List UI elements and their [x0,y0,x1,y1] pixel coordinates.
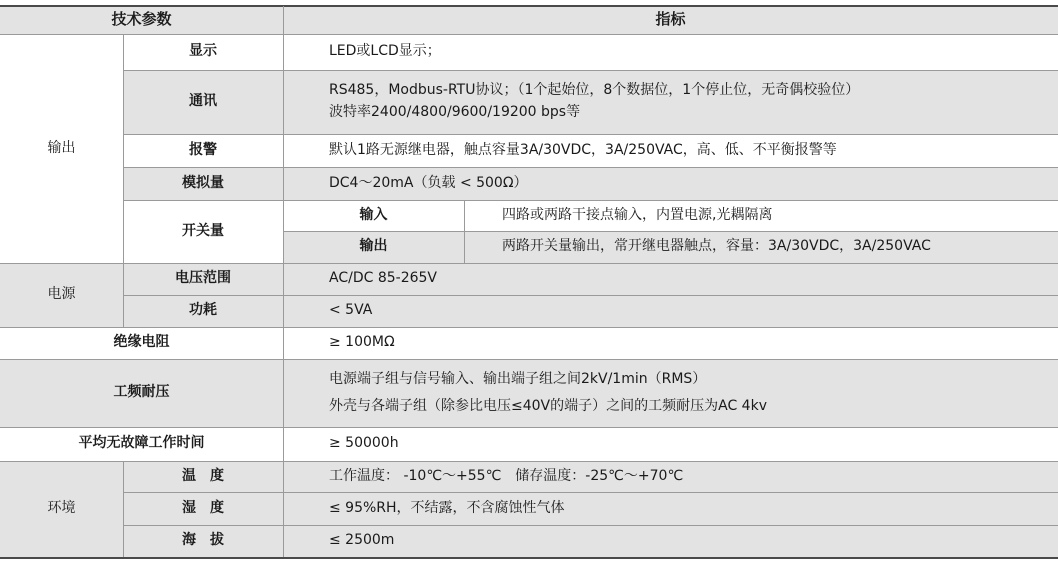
consumption-value: < 5VA [283,295,1058,327]
rule-2 [123,134,1058,135]
comm-line-1: RS485，Modbus-RTU协议；（1个起始位，8个数据位，1个停止位，无奇偶校验位） [329,82,860,99]
vrule-power [123,263,124,327]
comm-line-2: 波特率2400/4800/9600/19200 bps等 [329,104,581,120]
vrule-switch [464,200,465,263]
altitude-label: 海 拔 [123,525,283,557]
rule-1 [123,70,1058,71]
display-label: 显示 [189,43,217,60]
rule-8 [0,327,1058,328]
rule-bottom [0,557,1058,559]
vrule-output [123,34,124,263]
rule-12 [123,492,1058,493]
rule-10 [0,427,1058,428]
rule-7 [123,295,1058,296]
rule-6 [0,263,1058,264]
alarm-label: 报警 [189,141,217,158]
switch-out-label: 输出 [283,231,464,263]
humidity-label: 湿 度 [123,492,283,525]
analog-label: 模拟量 [123,167,283,200]
mtbf-label: 平均无故障工作时间 [78,435,205,452]
switch-in-value: 四路或两路干接点输入，内置电源,光耦隔离 [502,206,773,223]
rule-11 [0,461,1058,462]
humidity-value: ≤ 95%RH，不结露，不含腐蚀性气体 [283,492,1058,525]
switch-out-value: 两路开关量输出，常开继电器触点，容量：3A/30VDC，3A/250VAC [464,231,1058,263]
switch-label: 开关量 [182,222,224,239]
withstand-label: 工频耐压 [0,359,283,427]
withstand-line-1: 电源端子组与信号输入、输出端子组之间2kV/1min（RMS） [329,370,707,387]
rule-5 [283,231,1058,232]
rule-header [0,34,1058,35]
rule-3 [123,167,1058,168]
voltage-value: AC/DC 85-265V [283,263,1058,295]
rule-13 [123,525,1058,526]
header-param: 技术参数 [0,6,283,34]
consumption-label: 功耗 [123,295,283,327]
withstand-line-2: 外壳与各端子组（除参比电压≤40V的端子）之间的工频耐压为AC 4kv [329,398,767,414]
mtbf-value: ≥ 50000h [329,435,399,452]
analog-value: DC4～20mA（负载 < 500Ω） [283,167,1058,200]
group-power: 电源 [0,263,123,327]
temp-label: 温 度 [123,461,283,492]
rule-9 [0,359,1058,360]
group-output: 输出 [47,139,76,156]
withstand-value [283,359,1058,427]
comm-label: 通讯 [123,70,283,134]
vrule-env [123,461,124,557]
header-spec: 指标 [283,6,1058,34]
temp-value: 工作温度： -10℃～+55℃ 储存温度：-25℃～+70℃ [283,461,1058,492]
insulation-value: ≥ 100MΩ [329,334,395,351]
voltage-label: 电压范围 [123,263,283,295]
insulation-label: 绝缘电阻 [113,334,170,351]
rule-top [0,5,1058,7]
comm-value [283,70,1058,134]
group-env: 环境 [0,461,123,557]
alarm-value: 默认1路无源继电器，触点容量3A/30VDC，3A/250VAC，高、低、不平衡报警等 [329,141,837,158]
altitude-value: ≤ 2500m [283,525,1058,557]
switch-in-label: 输入 [359,206,388,223]
vrule-spec [283,6,284,557]
display-value: LED或LCD显示； [329,43,441,60]
rule-4 [123,200,1058,201]
